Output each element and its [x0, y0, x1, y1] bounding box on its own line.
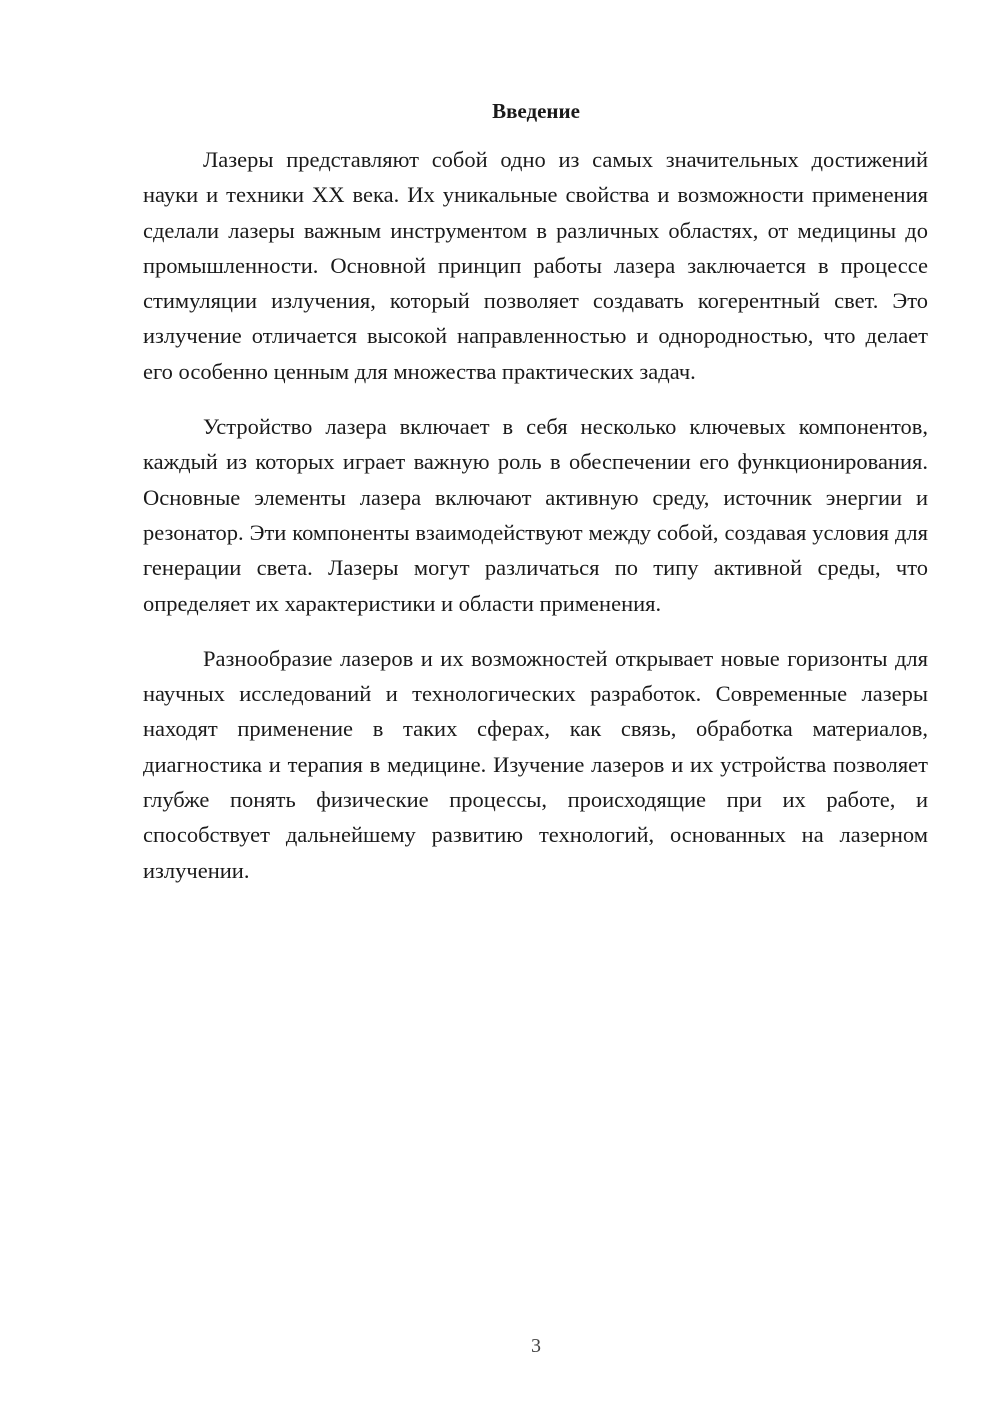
section-heading: Введение	[492, 99, 580, 123]
page-number: 3	[531, 1335, 541, 1357]
paragraph-intro: Лазеры представляют собой одно из самых значительных достижений науки и техники XX века. Их уникальные свойства и возможности применения сделали лазеры важным инструментом в различных областях, от медицины до промышленности. Основной принцип работы лазера заключается в процессе стимуляции излучения, который позволяет создавать когерентный свет. Это излучение отличается высокой направленностью и однородностью, что делает его особенно ценным для множества практических задач.	[143, 147, 928, 384]
paragraph-device: Устройство лазера включает в себя несколько ключевых компонентов, каждый из которых играет важную роль в обеспечении его функционирования. Основные элементы лазера включают активную среду, источник энергии и резонатор. Эти компоненты взаимодействуют между собой, создавая условия для генерации света. Лазеры могут различаться по типу активной среды, что определяет их характеристики и области применения.	[143, 414, 928, 616]
paragraph-diversity: Разнообразие лазеров и их возможностей открывает новые горизонты для научных исследований и технологических разработок. Современные лазеры находят применение в таких сферах, как связь, обработка материалов, диагностика и терапия в медицине. Изучение лазеров и их устройства позволяет глубже понять физические процессы, происходящие при их работе, и способствует дальнейшему развитию технологий, основанных на лазерном излучении.	[143, 645, 928, 883]
body-text	[143, 142, 928, 908]
